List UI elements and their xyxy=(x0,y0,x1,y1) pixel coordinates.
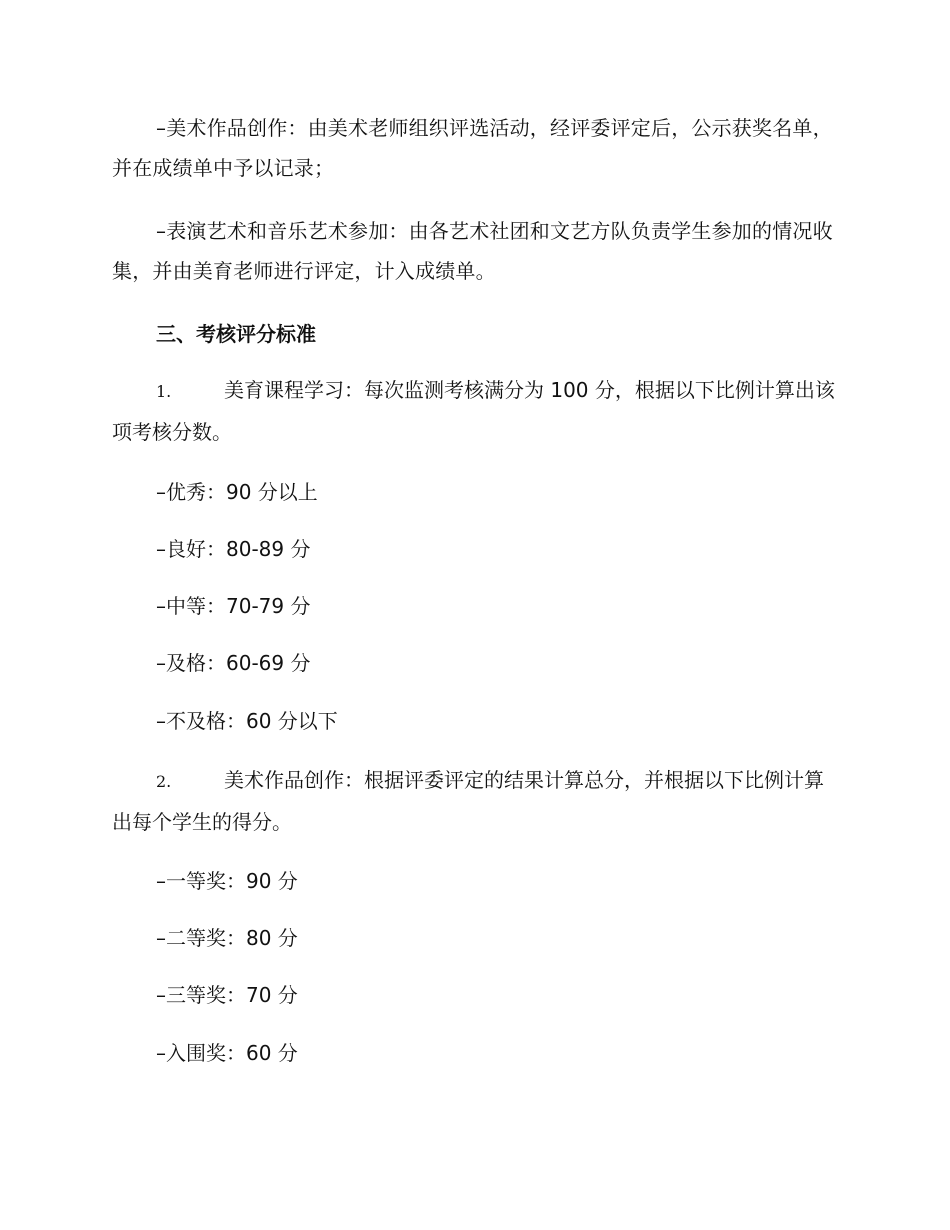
list-item: –二等奖：80 分 xyxy=(156,926,298,950)
criterion-2-text: 美术作品创作：根据评委评定的结果计算总分，并根据以下比例计算出每个学生的得分。 xyxy=(112,768,824,834)
criterion-2-number: 2. xyxy=(156,772,172,791)
list-item: –不及格：60 分以下 xyxy=(156,709,338,733)
criterion-2 xyxy=(112,760,836,842)
list-item: –三等奖：70 分 xyxy=(156,983,298,1007)
criterion-1-number: 1. xyxy=(156,382,172,401)
section-heading: 三、考核评分标准 xyxy=(156,322,316,346)
list-item: –入围奖：60 分 xyxy=(156,1041,298,1065)
list-item: –及格：60-69 分 xyxy=(156,651,311,675)
list-item: –一等奖：90 分 xyxy=(156,869,298,893)
list-item: –优秀：90 分以上 xyxy=(156,480,318,504)
paragraph-performance: –表演艺术和音乐艺术参加：由各艺术社团和文艺方队负责学生参加的情况收集，并由美育老师进行评定，计入成绩单。 xyxy=(112,219,833,283)
criterion-1-text: 美育课程学习：每次监测考核满分为 100 分，根据以下比例计算出该项考核分数。 xyxy=(112,378,835,444)
list-item: –良好：80-89 分 xyxy=(156,537,311,561)
list-item: –中等：70-79 分 xyxy=(156,594,311,618)
criterion-1 xyxy=(112,370,836,452)
paragraph-art-creation: –美术作品创作：由美术老师组织评选活动，经评委评定后，公示获奖名单，并在成绩单中予以记录； xyxy=(112,116,833,180)
